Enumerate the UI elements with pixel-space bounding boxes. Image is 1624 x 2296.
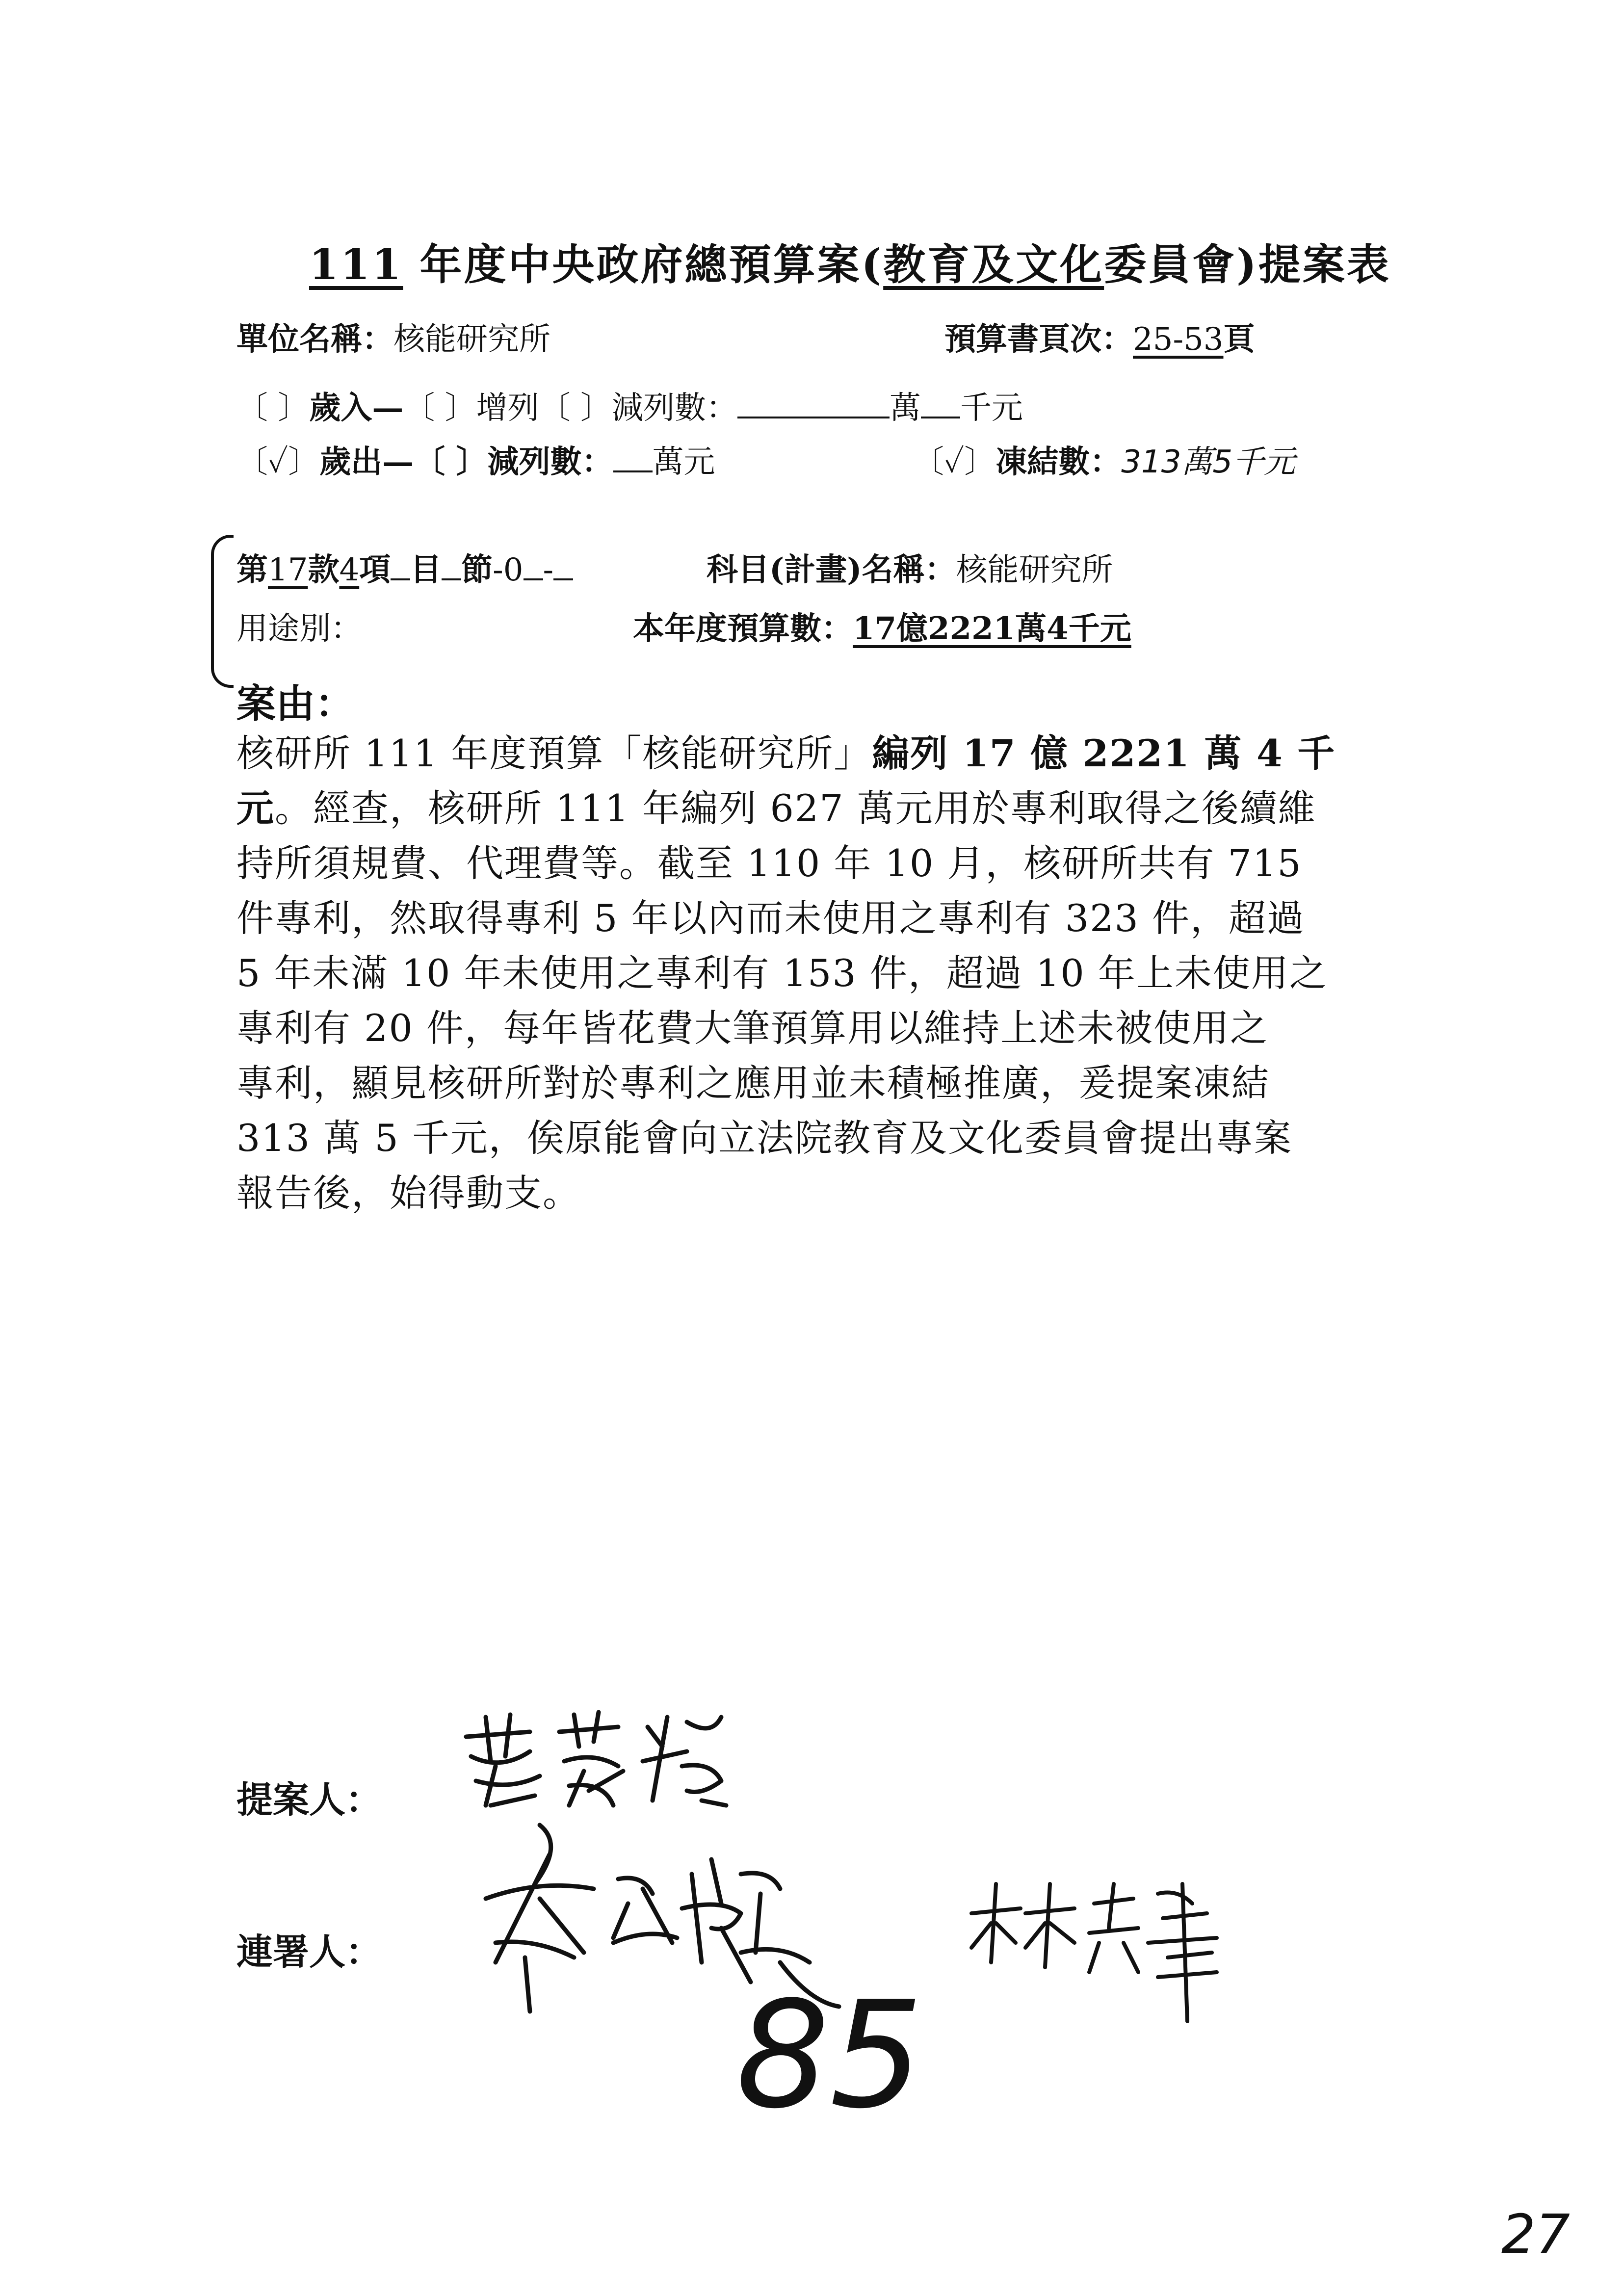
revenue-checkbox: 〔 〕 — [236, 390, 310, 426]
subject-value: 核能研究所 — [956, 552, 1113, 588]
reason-line: 件專利，然取得專利 5 年以內而未使用之專利有 323 件，超過 — [236, 896, 1306, 940]
title-committee: 教育及文化 — [883, 240, 1104, 289]
revenue-wan: 萬 — [890, 390, 921, 426]
reason-emphasis-2: 元 — [236, 786, 275, 830]
revenue-add: 〔 〕增列 — [403, 390, 539, 426]
reason-heading: 案由： — [236, 680, 354, 727]
cosigner-label: 連署人： — [236, 1931, 382, 1973]
mu-blank — [391, 553, 410, 580]
reason-line: 持所須規費、代理費等。截至 110 年 10 月，核研所共有 715 — [236, 841, 1302, 885]
reason-line: 核研所 111 年度預算「核能研究所」編列 17 億 2221 萬 4 千 — [236, 731, 1336, 775]
title-end: 委員會)提案表 — [1104, 240, 1391, 289]
proposer-signature — [456, 1707, 731, 1815]
subject-row — [707, 545, 1113, 590]
jie-label: 節 — [461, 551, 493, 588]
reason-line: 5 年未滿 10 年未使用之專利有 153 件，超過 10 年上未使用之 — [236, 951, 1328, 995]
item-row — [236, 545, 573, 590]
title-mid: 年度中央政府總預算案( — [419, 240, 884, 289]
reason-line: 專利，顯見核研所對於專利之應用並未積極推廣，爰提案凍結 — [236, 1061, 1270, 1105]
xiang-value: 4 — [339, 552, 360, 588]
cosigner-signature-2 — [962, 1874, 1236, 2031]
page-suffix: 頁 — [1223, 321, 1255, 358]
xiang-label: 項 — [359, 551, 391, 588]
expense-blank — [613, 445, 653, 472]
revenue-wan-blank — [737, 391, 890, 418]
tail-blank-2 — [553, 553, 573, 580]
expense-label: 歲出—〔 〕減列數： — [319, 444, 613, 480]
page-value: 25-53 — [1133, 321, 1224, 358]
mu-label: 目 — [410, 551, 442, 588]
proposer-label: 提案人： — [236, 1779, 382, 1821]
reason-line: 元。經查，核研所 111 年編列 627 萬元用於專利取得之後續維 — [236, 786, 1316, 830]
title-year: 111 — [309, 240, 403, 289]
page-label: 預算書頁次： — [944, 321, 1133, 358]
use-row — [236, 603, 362, 649]
item-brace — [211, 535, 234, 688]
jie-blank — [442, 553, 461, 580]
expense-row — [236, 437, 715, 482]
stamp-number: 85 — [736, 1970, 923, 2141]
annual-budget-value: 17億2221萬4千元 — [853, 610, 1131, 647]
revenue-row — [236, 383, 1023, 428]
annual-budget-label: 本年度預算數： — [633, 610, 853, 647]
annual-budget-row — [633, 603, 1131, 649]
reason-line: 313 萬 5 千元，俟原能會向立法院教育及文化委員會提出專案 — [236, 1116, 1292, 1160]
subject-label: 科目(計畫)名稱： — [707, 551, 956, 588]
expense-wan: 萬元 — [652, 444, 715, 480]
reason-emphasis: 編列 17 億 2221 萬 4 千 — [872, 731, 1336, 775]
kuan-value: 17 — [268, 552, 308, 588]
freeze-value: 313萬5千元 — [1121, 444, 1296, 480]
reason-body — [236, 726, 1424, 1221]
freeze-checkbox: 〔✓〕 — [913, 444, 996, 480]
document-title — [309, 231, 1391, 291]
use-label: 用途別： — [236, 611, 362, 647]
revenue-label: 歲入— — [309, 390, 404, 426]
revenue-qian: 千元 — [960, 390, 1023, 426]
item-tail: - — [543, 552, 554, 588]
page-number: 27 — [1501, 2203, 1570, 2266]
kuan-prefix: 第 — [236, 551, 268, 588]
unit-label: 單位名稱： — [236, 321, 393, 358]
expense-checkbox: 〔✓〕 — [236, 444, 320, 480]
kuan-label: 款 — [308, 551, 340, 588]
jie-value: -0 — [493, 552, 524, 588]
unit-value: 核能研究所 — [393, 321, 550, 358]
unit-row — [236, 314, 550, 359]
revenue-qian-blank — [921, 391, 960, 418]
freeze-label: 凍結數： — [995, 444, 1122, 480]
revenue-reduce: 〔 〕減列數： — [539, 390, 738, 426]
reason-line: 報告後，始得動支。 — [236, 1171, 581, 1215]
reason-line: 專利有 20 件，每年皆花費大筆預算用以維持上述未被使用之 — [236, 1006, 1269, 1050]
tail-blank-1 — [524, 553, 543, 580]
freeze-row — [913, 437, 1295, 482]
budget-page-row — [944, 314, 1255, 359]
